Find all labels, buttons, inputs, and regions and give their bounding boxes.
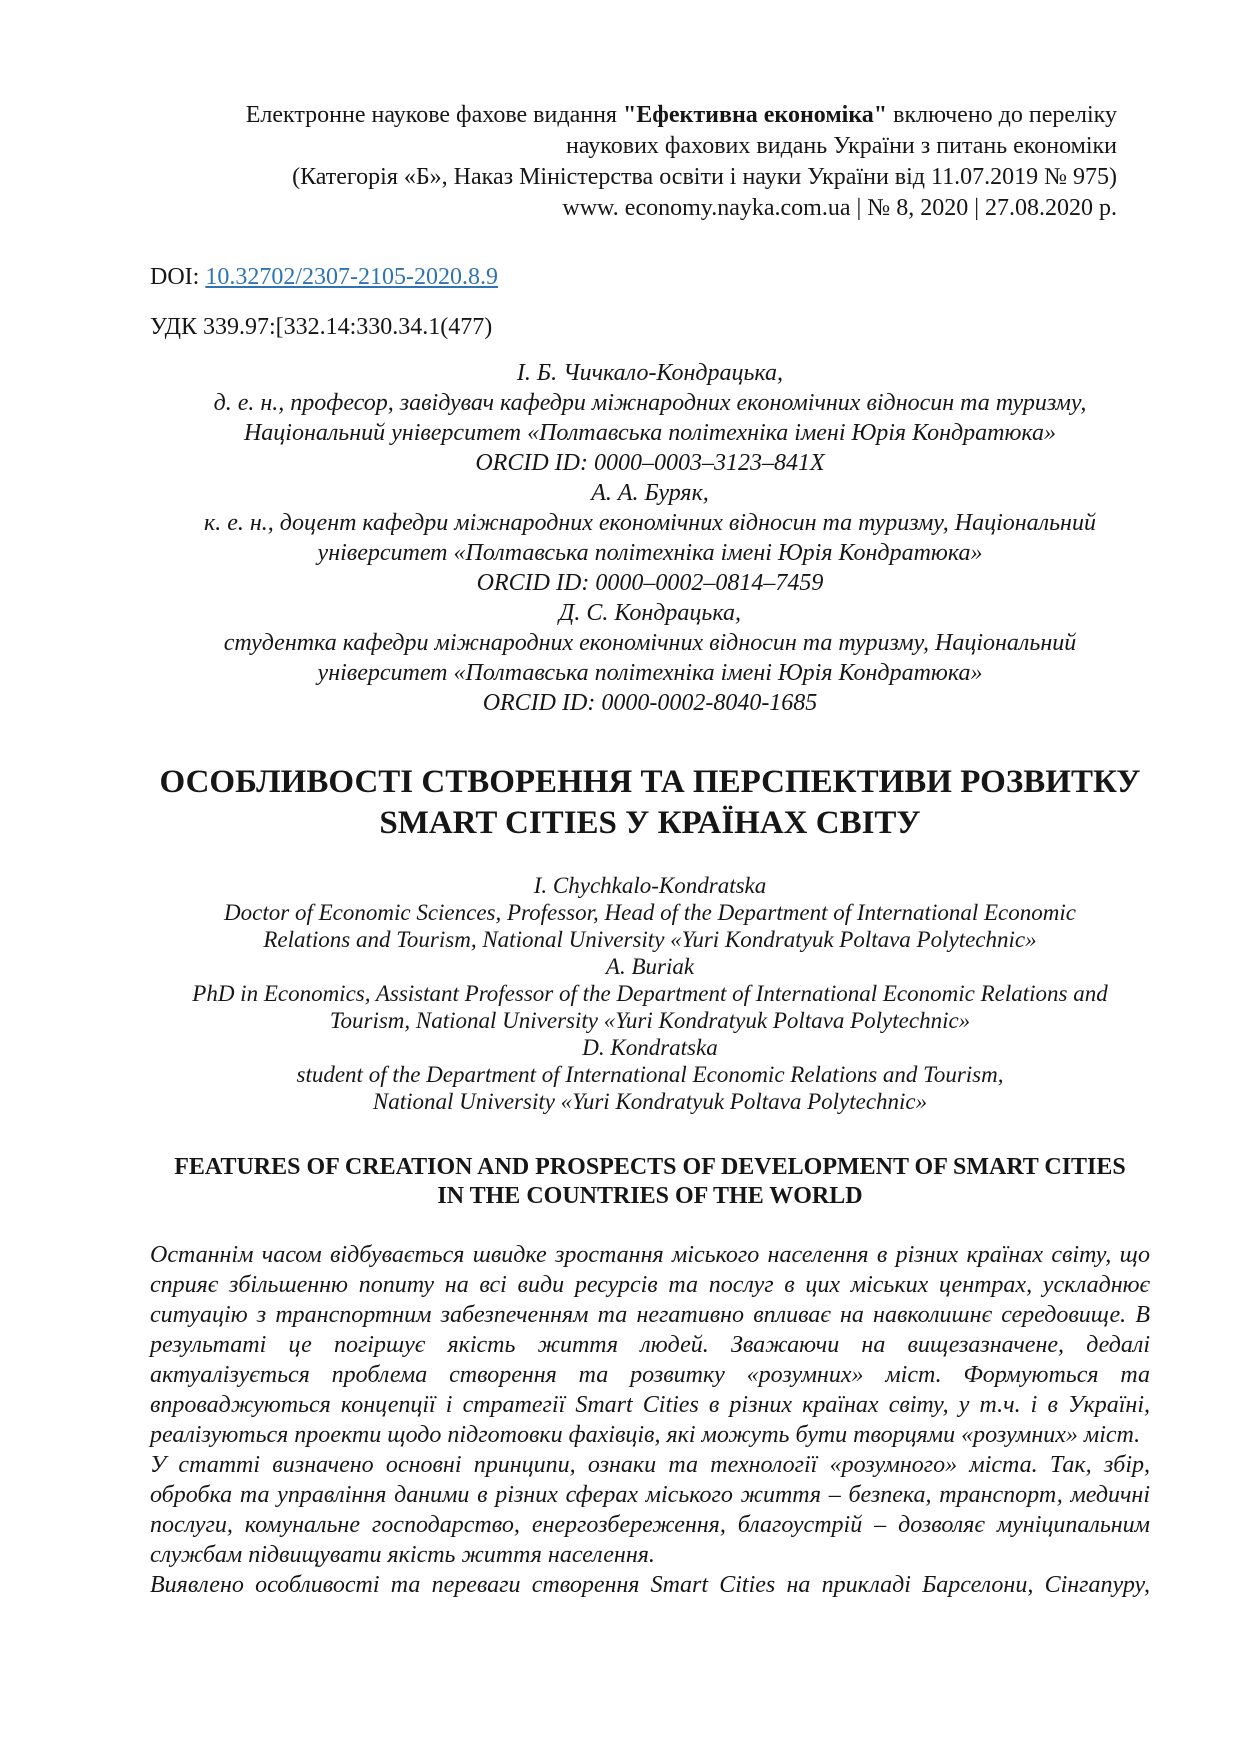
author-ua-affiliation: к. е. н., доцент кафедри міжнародних економічних відносин та туризму, Національний: [204, 510, 1096, 536]
author-en-name: I. Chychkalo-Kondratska: [533, 873, 767, 898]
article-title-en-line-2: IN THE COUNTRIES OF THE WORLD: [437, 1183, 863, 1209]
author-ua-orcid: ORCID ID: 0000–0003–3123–841X: [475, 450, 825, 476]
abstract-paragraph-1: Останнім часом відбувається швидке зростання міського населення в різних країнах світу, що сприяє збільшенню попиту на всі види ресурсів та послуг в цих міських центрах, ускладнює ситуацію з транспортним забезпеченням та негативно впливає на навколишнє середовище. В результаті це погіршує якість життя людей. Зважаючи на вищезазначене, дедалі актуалізується проблема створення та розвитку «розумних» міст. Формуються та впроваджуються концепції і стратегії Smart Cities в різних країнах світу, у т.ч. і в Україні, реалізуються проекти щодо підготовки фахівців, які можуть бути творцями «розумних» міст.: [150, 1242, 1150, 1448]
authors-ua-block: [150, 358, 1150, 718]
author-ua-name: А. А. Буряк,: [591, 480, 709, 506]
article-title-ua-line-1: ОСОБЛИВОСТІ СТВОРЕННЯ ТА ПЕРСПЕКТИВИ РОЗВИТКУ: [159, 764, 1141, 800]
article-title-en-line-1: FEATURES OF CREATION AND PROSPECTS OF DEVELOPMENT OF SMART CITIES: [174, 1154, 1126, 1180]
author-en-affiliation: student of the Department of International Economic Relations and Tourism,: [296, 1062, 1004, 1087]
journal-header-line-2: наукових фахових видань України з питань економіки: [566, 133, 1117, 159]
page-content: [150, 100, 1150, 1600]
doi-label: DOI:: [150, 264, 206, 290]
author-ua-affiliation: університет «Полтавська політехніка імені Юрія Кондратюка»: [317, 660, 983, 686]
article-title-ua: [150, 762, 1150, 844]
author-en-name: A. Buriak: [605, 954, 695, 979]
abstract-ua: [150, 1240, 1150, 1600]
article-title-en: [150, 1153, 1150, 1211]
journal-header-line1-suffix: включено до переліку: [887, 102, 1117, 128]
doi-link[interactable]: 10.32702/2307-2105-2020.8.9: [205, 264, 498, 290]
author-ua-affiliation: університет «Полтавська політехніка імені Юрія Кондратюка»: [317, 540, 983, 566]
author-ua-name: І. Б. Чичкало-Кондрацька,: [516, 360, 784, 386]
udk-line: УДК 339.97:[332.14:330.34.1(477): [150, 314, 493, 340]
journal-name: "Ефективна економіка": [622, 102, 888, 128]
journal-header-line1-prefix: Електронне наукове фахове видання: [245, 102, 623, 128]
author-en-affiliation: National University «Yuri Kondratyuk Poltava Polytechnic»: [372, 1089, 928, 1114]
author-ua-affiliation: д. е. н., професор, завідувач кафедри міжнародних економічних відносин та туризму,: [213, 390, 1087, 416]
author-en-name: D. Kondratska: [582, 1035, 718, 1060]
abstract-paragraph-3: Виявлено особливості та переваги створення Smart Cities на прикладі Барселони, Сінгапуру,: [150, 1572, 1150, 1598]
journal-header: [150, 100, 1150, 224]
abstract-paragraph-2: У статті визначено основні принципи, ознаки та технології «розумного» міста. Так, збір, обробка та управління даними в різних сферах міського життя – безпека, транспорт, медичні послуги, комунальне господарство, енергозбереження, благоустрій – дозволяє муніципальним службам підвищувати якість життя населення.: [150, 1452, 1150, 1568]
journal-header-line-1: [150, 100, 1117, 131]
journal-header-line-3: (Категорія «Б», Наказ Міністерства освіти і науки України від 11.07.2019 № 975): [292, 164, 1117, 190]
journal-header-line-4: www. economy.nayka.com.ua | № 8, 2020 | 27.08.2020 р.: [562, 195, 1117, 221]
author-en-affiliation: Relations and Tourism, National University «Yuri Kondratyuk Poltava Polytechnic»: [263, 927, 1037, 952]
author-ua-orcid: ORCID ID: 0000–0002–0814–7459: [476, 570, 824, 596]
author-en-affiliation: Tourism, National University «Yuri Kondratyuk Poltava Polytechnic»: [329, 1008, 971, 1033]
author-ua-orcid: ORCID ID: 0000-0002-8040-1685: [482, 690, 818, 716]
author-ua-affiliation: Національний університет «Полтавська політехніка імені Юрія Кондратюка»: [243, 420, 1057, 446]
author-en-affiliation: PhD in Economics, Assistant Professor of the Department of International Economic Relations and: [192, 981, 1108, 1006]
author-ua-affiliation: студентка кафедри міжнародних економічних відносин та туризму, Національний: [223, 630, 1077, 656]
article-title-ua-line-2: SMART CITIES У КРАЇНАХ СВІТУ: [379, 805, 921, 841]
authors-en-block: [150, 872, 1150, 1115]
author-ua-name: Д. С. Кондрацька,: [559, 600, 741, 626]
doi-line: [150, 262, 1150, 293]
author-en-affiliation: Doctor of Economic Sciences, Professor, Head of the Department of International Economic: [224, 900, 1076, 925]
